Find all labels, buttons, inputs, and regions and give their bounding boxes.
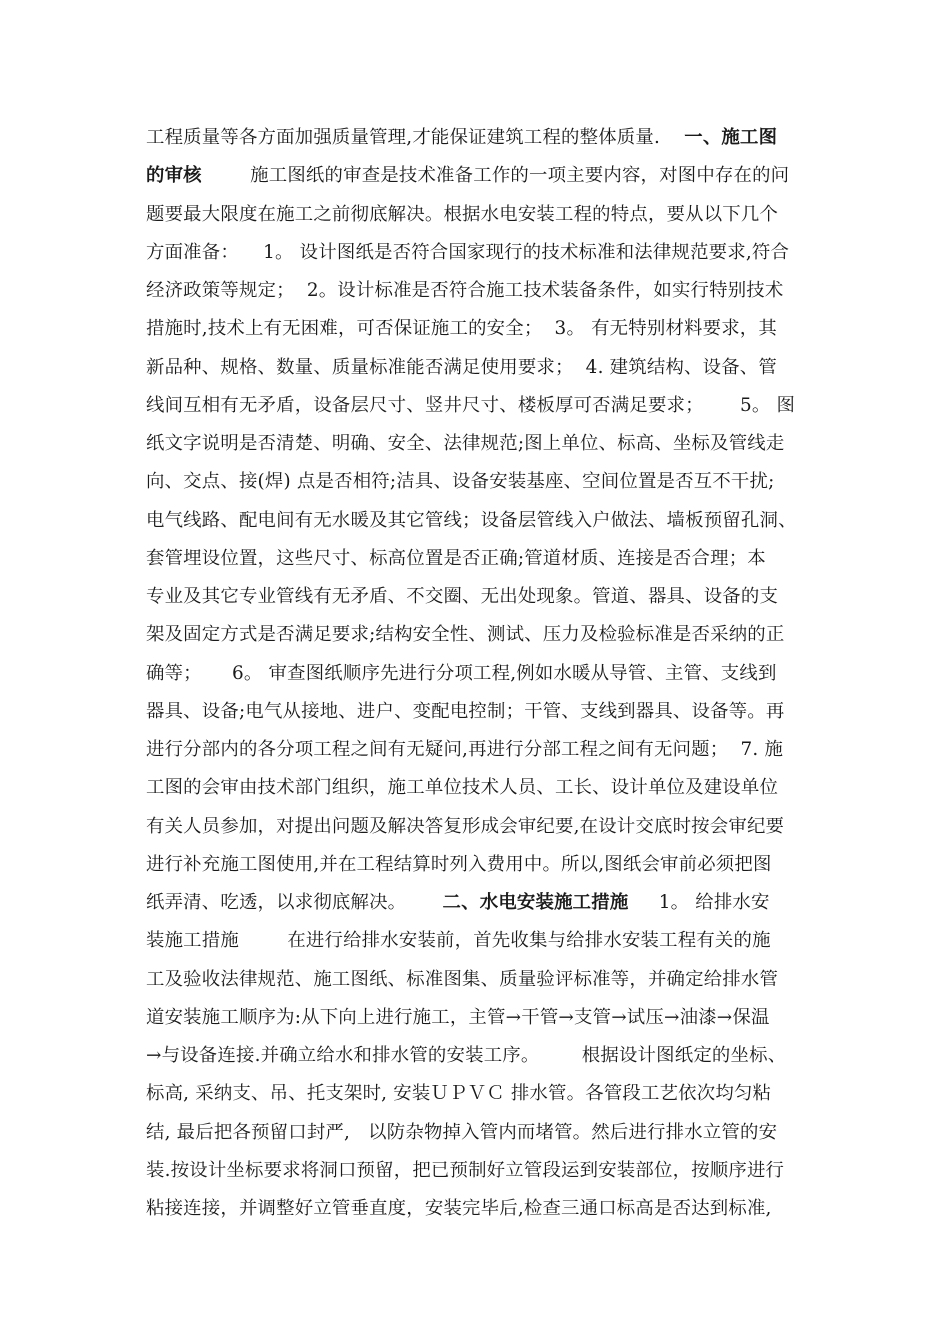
text-line	[146, 505, 797, 537]
heading-text: 一、施工图	[684, 127, 778, 148]
body-text: 工图的会审由技术部门组织，施工单位技术人员、工长、设计单位及建设单位	[146, 777, 779, 799]
body-text: 装.按设计坐标要求将洞口预留，把已预制好立管段运到安装部位，按顺序进行	[146, 1159, 785, 1181]
text-line	[146, 122, 777, 154]
body-text: 线间互相有无矛盾，设备层尺寸、竖井尺寸、楼板厚可否满足要求； 5。 图	[146, 394, 796, 416]
body-text: 电气线路、配电间有无水暖及其它管线；设备层管线入户做法、墙板预留孔洞、	[146, 509, 797, 531]
heading-text: 二、水电安装施工措施	[442, 892, 629, 913]
heading-text: 的审核	[146, 165, 202, 187]
text-line	[146, 1155, 784, 1187]
body-text: 粘接连接，并调整好立管垂直度，安装完毕后,检查三通口标高是否达到标准,	[146, 1198, 772, 1219]
text-line	[146, 1117, 777, 1149]
text-line	[146, 964, 778, 996]
body-text: 架及固定方式是否满足要求;结构安全性、测试、压力及检验标准是否采纳的正	[146, 624, 785, 646]
body-text: 经济政策等规定； 2。设计标准是否符合施工技术装备条件，如实行特别技术	[146, 280, 784, 301]
text-line	[146, 275, 783, 307]
body-text: 新品种、规格、数量、质量标准能否满足使用要求； 4. 建筑结构、设备、管	[146, 356, 777, 378]
body-text: 专业及其它专业管线有无矛盾、不交圈、无出处现象。管道、器具、设备的支	[146, 586, 779, 607]
text-line	[146, 199, 778, 231]
text-line	[146, 581, 778, 613]
body-text: 结, 最后把各预留口封严, 以防杂物掉入管内而堵管。然后进行排水立管的安	[146, 1121, 778, 1143]
text-line	[146, 887, 770, 919]
text-line	[146, 1002, 770, 1034]
text-line	[146, 619, 784, 651]
body-text: 施工图纸的审查是技术准备工作的一项主要内容，对图中存在的问	[201, 165, 790, 187]
body-text: 题要最大限度在施工之前彻底解决。根据水电安装工程的特点，要从以下几个	[146, 203, 779, 225]
text-line	[146, 352, 777, 384]
body-text: 装施工措施 在进行给排水安装前，首先收集与给排水安装工程有关的施	[146, 930, 771, 952]
body-text: 道安装施工顺序为:从下向上进行施工，主管→干管→支管→试压→油漆→保温	[146, 1006, 770, 1028]
body-text: 方面准备： 1。 设计图纸是否符合国家现行的技术标准和法律规范要求,符合	[146, 241, 790, 263]
body-text: 有关人员参加，对提出问题及解决答复形成会审纪要,在设计交底时按会审纪要	[146, 815, 785, 837]
body-text: →与设备连接.并确立给水和排水管的安装工序。 根据设计图纸定的坐标、	[146, 1045, 787, 1066]
text-line	[146, 428, 784, 460]
body-text: 纸文字说明是否清楚、明确、安全、法律规范;图上单位、标高、坐标及管线走	[146, 433, 785, 454]
text-line	[146, 313, 777, 345]
body-text: 套管埋设位置，这些尺寸、标高位置是否正确;管道材质、连接是否合理；本	[146, 547, 766, 569]
body-text: 确等； 6。 审查图纸顺序先进行分项工程,例如水暖从导管、主管、支线到	[146, 662, 777, 684]
body-text: 措施时,技术上有无困难，可否保证施工的安全； 3。 有无特别材料要求，其	[146, 318, 777, 340]
text-line	[146, 237, 789, 269]
text-line	[146, 772, 778, 804]
body-text: 向、交点、接(焊) 点是否相符;洁具、设备安装基座、空间位置是否互不干扰;	[146, 471, 775, 493]
text-line	[146, 390, 795, 422]
text-line	[146, 849, 772, 881]
text-line	[146, 1078, 771, 1110]
text-line	[146, 543, 766, 575]
body-text: 1。 给排水安	[628, 892, 770, 913]
text-line	[146, 1040, 786, 1072]
body-text: 器具、设备;电气从接地、进户、变配电控制；干管、支线到器具、设备等。再	[146, 700, 785, 722]
body-text: 纸弄清、吃透，以求彻底解决。	[146, 892, 443, 913]
text-line	[146, 466, 775, 498]
body-text: 进行补充施工图使用,并在工程结算时列入费用中。所以,图纸会审前必须把图	[146, 853, 772, 875]
body-text: 进行分部内的各分项工程之间有无疑问,再进行分部工程之间有无问题； 7. 施	[146, 739, 784, 760]
text-line	[146, 1193, 772, 1225]
text-line	[146, 160, 789, 192]
text-line	[146, 696, 784, 728]
text-line	[146, 734, 783, 766]
body-text: 标高, 采纳支、吊、托支架时, 安装ＵＰＶＣ 排水管。各管段工艺依次均匀粘	[146, 1083, 772, 1105]
text-line	[146, 658, 777, 690]
text-line	[146, 925, 771, 957]
text-line	[146, 811, 784, 843]
body-text: 工及验收法律规范、施工图纸、标准图集、质量验评标准等，并确定给排水管	[146, 968, 779, 990]
body-text: 工程质量等各方面加强质量管理,才能保证建筑工程的整体质量.	[146, 127, 685, 148]
